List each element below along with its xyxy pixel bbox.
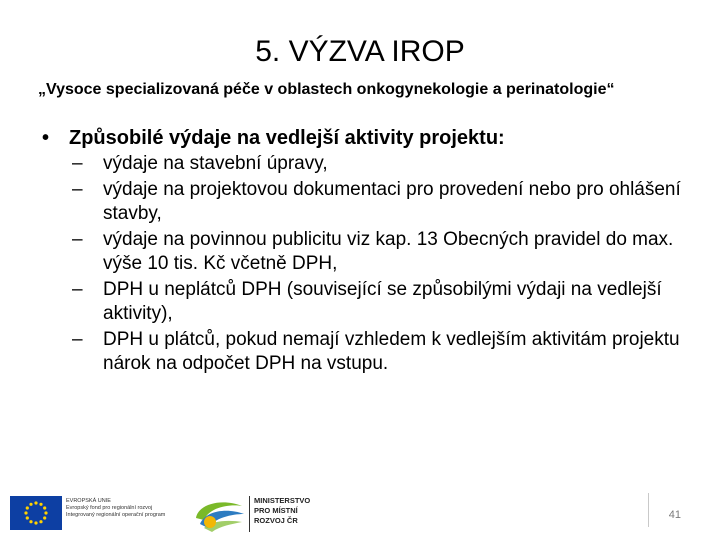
slide-title: 5. VÝZVA IROP bbox=[255, 35, 465, 68]
sub-item-text: výdaje na povinnou publicitu viz kap. 13 Obecných pravidel do max. výše 10 tis. Kč včetně DPH, bbox=[103, 229, 674, 274]
eu-text-line: Integrovaný regionální operační program bbox=[66, 512, 166, 518]
slide-content bbox=[42, 126, 692, 376]
sub-item-text: výdaje na stavební úpravy, bbox=[103, 153, 328, 174]
sub-item-text: výdaje na projektovou dokumentaci pro provedení nebo pro ohlášení stavby, bbox=[103, 179, 681, 224]
sub-item-text: DPH u plátců, pokud nemají vzhledem k vedlejším aktivitám projektu nárok na odpočet DPH na vstupu. bbox=[103, 329, 680, 374]
dash-icon: – bbox=[72, 229, 83, 250]
ministry-text-line: MINISTERSTVO bbox=[254, 496, 311, 505]
ministry-text bbox=[254, 496, 310, 526]
dash-icon: – bbox=[72, 153, 83, 174]
ministry-divider bbox=[249, 496, 250, 532]
bullet-text: Způsobilé výdaje na vedlejší aktivity projektu: bbox=[69, 127, 505, 149]
eu-logo-text bbox=[66, 498, 181, 519]
sub-list-item bbox=[42, 328, 692, 376]
ministry-text-line: ROZVOJ ČR bbox=[254, 516, 298, 525]
sub-list-item bbox=[42, 152, 692, 176]
page-number-box bbox=[648, 493, 695, 527]
ministry-logo bbox=[192, 494, 332, 534]
ministry-text-line: PRO MÍSTNÍ bbox=[254, 506, 298, 515]
dash-icon: – bbox=[72, 279, 83, 300]
bullet-icon: • bbox=[42, 127, 50, 149]
dash-icon: – bbox=[72, 179, 83, 200]
sub-list-item bbox=[42, 178, 692, 226]
eu-text-line: Evropský fond pro regionální rozvoj bbox=[66, 505, 153, 511]
sub-list-item bbox=[42, 278, 692, 326]
bullet-item bbox=[42, 126, 692, 150]
page-number: 41 bbox=[668, 509, 681, 521]
ministry-emblem-icon bbox=[192, 494, 248, 534]
sub-item-text: DPH u neplátců DPH (související se způsobilými výdaji na vedlejší aktivity), bbox=[103, 279, 662, 324]
eu-flag-icon bbox=[10, 496, 62, 530]
sub-list bbox=[42, 152, 692, 376]
eu-text-line: EVROPSKÁ UNIE bbox=[66, 498, 111, 504]
dash-icon: – bbox=[72, 329, 83, 350]
sub-list-item bbox=[42, 228, 692, 276]
slide-subtitle: „Vysoce specializovaná péče v oblastech onkogynekologie a perinatologie“ bbox=[38, 81, 615, 98]
eu-logo bbox=[10, 494, 180, 530]
